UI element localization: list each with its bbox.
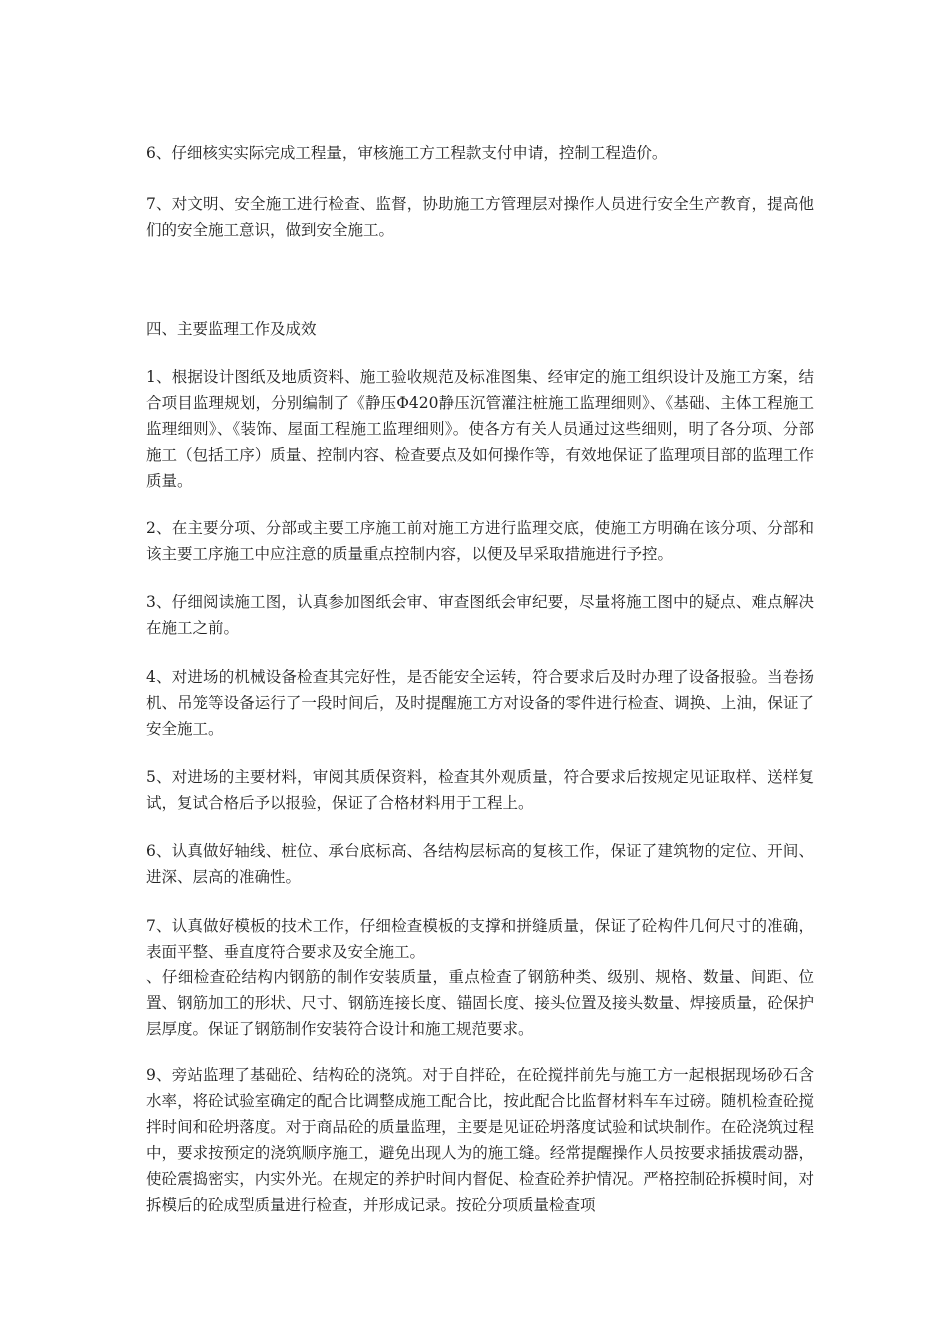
paragraph-item-5: 5、对进场的主要材料，审阅其质保资料，检查其外观质量，符合要求后按规定见证取样、送样复试，复试合格后予以报验，保证了合格材料用于工程上。: [146, 768, 814, 812]
paragraph-item-3: 3、仔细阅读施工图，认真参加图纸会审、审查图纸会审纪要，尽量将施工图中的疑点、难点解决在施工之前。: [146, 593, 814, 637]
paragraph-item-1: 1、根据设计图纸及地质资料、施工验收规范及标准图集、经审定的施工组织设计及施工方案，结合项目监理规划，分别编制了《静压Φ420静压沉管灌注桩施工监理细则》、《基础、主体工程施工监理细则》、《装饰、屋面工程施工监理细则》。使各方有关人员通过这些细则，明了各分项、分部施工（包括工序）质量、控制内容、检查要点及如何操作等，有效地保证了监理项目部的监理工作质量。: [146, 368, 814, 490]
paragraph-item-8: 、仔细检查砼结构内钢筋的制作安装质量，重点检查了钢筋种类、级别、规格、数量、间距、位置、钢筋加工的形状、尺寸、钢筋连接长度、锚固长度、接头位置及接头数量、焊接质量，砼保护层厚度。保证了钢筋制作安装符合设计和施工规范要求。: [146, 968, 814, 1038]
paragraph-item-2: 2、在主要分项、分部或主要工序施工前对施工方进行监理交底，使施工方明确在该分项、分部和该主要工序施工中应注意的质量重点控制内容，以便及早采取措施进行予控。: [146, 519, 814, 563]
paragraph-item-4: 4、对进场的机械设备检查其完好性，是否能安全运转，符合要求后及时办理了设备报验。当卷扬机、吊笼等设备运行了一段时间后，及时提醒施工方对设备的零件进行检查、调换、上油，保证了安全施工。: [146, 668, 814, 738]
paragraph-item-7-safety: 7、对文明、安全施工进行检查、监督，协助施工方管理层对操作人员进行安全生产教育，提高他们的安全施工意识，做到安全施工。: [146, 195, 814, 239]
paragraph-item-6-cost: 6、仔细核实实际完成工程量，审核施工方工程款支付申请，控制工程造价。: [146, 144, 668, 162]
section-heading: 四、主要监理工作及成效: [146, 320, 317, 338]
paragraph-item-7: 7、认真做好模板的技术工作，仔细检查模板的支撑和拼缝质量，保证了砼构件几何尺寸的准确，表面平整、垂直度符合要求及安全施工。: [146, 917, 814, 961]
paragraph-item-6: 6、认真做好轴线、桩位、承台底标高、各结构层标高的复核工作，保证了建筑物的定位、开间、进深、层高的准确性。: [146, 842, 814, 886]
paragraph-item-9: 9、旁站监理了基础砼、结构砼的浇筑。对于自拌砼，在砼搅拌前先与施工方一起根据现场砂石含水率，将砼试验室确定的配合比调整成施工配合比，按此配合比监督材料车车过磅。随机检查砼搅拌时间和砼坍落度。对于商品砼的质量监理，主要是见证砼坍落度试验和试块制作。在砼浇筑过程中，要求按预定的浇筑顺序施工，避免出现人为的施工缝。经常提醒操作人员按要求插拔震动器，使砼震捣密实，内实外光。在规定的养护时间内督促、检查砼养护情况。严格控制砼拆模时间，对拆模后的砼成型质量进行检查，并形成记录。按砼分项质量检查项: [146, 1066, 814, 1214]
